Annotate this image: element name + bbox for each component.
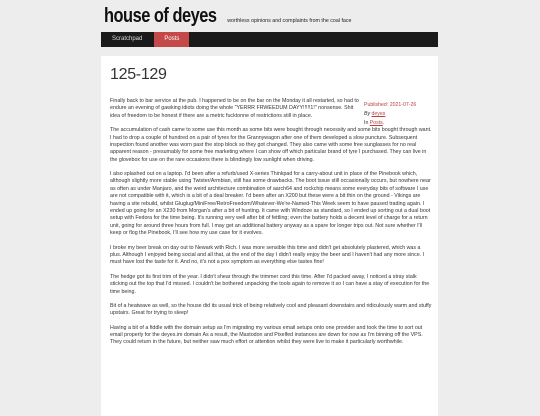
in-label: In	[364, 120, 369, 126]
site-tagline: worthless opinions and complaints from the coal face	[227, 18, 352, 24]
post-paragraph: Bit of a heatwave as well, so the house did its usual trick of being relatively cool and pleasant downstairs and ridiculously warm and stuffy upstairs. Great for trying to sleep!	[110, 302, 432, 317]
category-suffix: .	[382, 120, 385, 126]
post-body	[110, 98, 432, 354]
post-paragraph: Having a bit of a fiddle with the domain setup as I'm migrating my various email setups onto one provider and took the time to sort out email properly for the deyes.im domain As a result, the Mastodon and Pixelfed instances are down for now as I'm binning off the VPS. They could return in the future, but neither saw much effort or attention whilst they were live to make it particularly worthwhile.	[110, 324, 423, 346]
main-nav	[101, 32, 438, 47]
site-title[interactable]: house of deyes	[104, 5, 217, 27]
by-label: By	[364, 111, 371, 117]
author-link[interactable]: deyes	[371, 111, 386, 117]
post-paragraph: I broke my beer break on day out to Newark with Rich. I was more sensible this time and didn't get absolutely plastered, which was a plus. Although I enjoyed being social and all that, at the end of the day I didn't really enjoy the beer and I haven't had any more since. I must have lost the taste for it. And no, it's not a pox symptom as everything else tastes fine!	[110, 244, 425, 266]
post-paragraph: The hedge got its first trim of the year. I didn't shear through the trimmer cord this time. After I'd packed away, I noticed a stray stalk sticking out the top that I'd missed. I couldn't be bothered unpacking the tools again to remove it so I can have a stay of execution for the time being.	[110, 273, 430, 295]
post-paragraph: I also splashed out on a laptop. I'd been after a refurb/used X-series Thinkpad for a carry-about unit in place of the Pinebook which, although slightly more stable using Twister/Armbian, still has some drawbacks. The boot issue still occasionally occurs, but nowhere near as often as under Manjaro, and the weird architecture combination of aarch64 and rockchip means some everyday bits of software I use are not compatible with it, which is a bit of a deal breaker. I'd been after an X200 but these were a bit thin on the ground - Vikings are having a site rebuild, whilst Gluglug/MiniFree/RetroFreedom/Whatever-We're-Named-This Week seem to have paused trading again. I ended up going for an X230 from Morgan's after a bit of hunting. It came with Windoze as standard, so I ended up sorting out a dual boot setup with Fedora for the time being. It's running very well after bit of fettling; even the battery holds a decent level of charge for a return unit, going for around three hours from full. I may get an additional battery anyway as a spare for longer trips out. Not sure whether I'll keep or flog the Pinebook, I'll see how my use case for it evolves.	[110, 171, 431, 237]
category-link[interactable]: Posts	[369, 120, 383, 126]
published-date: 2021-07-26	[389, 102, 417, 108]
nav-item-posts[interactable]: Posts	[154, 32, 189, 47]
post-title: 125-129	[110, 66, 167, 83]
post-paragraph: The accumulation of cash came to some use this month as some bits were bought through necessity and some bits bought through want. I had to drop a couple of hundred on a pair of tyres for the Grannywagon after one of them developed a slow puncture. Subsequent inspection found another was worn past the stop block so they got changed. They also came with some free sunglasses for no real apparent reason - presumably for some free marketing where I can show off which particular brand of tyre I purchased. They can live in the glovebox for use on the rare occasions there is blindingly low sunlight when driving.	[110, 127, 432, 163]
post-article	[101, 56, 438, 416]
published-label: Published:	[364, 102, 389, 108]
nav-item-scratchpad[interactable]: Scratchpad	[112, 36, 143, 42]
site-header	[104, 4, 440, 28]
post-paragraph: Finally back to bar service at the pub. I happened to be on the bar on the Monday it all restarted, so had to endure an evening of gawking idiots doing the whole "YERRR FRWEEDUM DAYY!!!!!1!" nonsense. Shit idea of freedom to be honest if there are a metric fucktonne of restrictions still in place.	[110, 98, 359, 119]
